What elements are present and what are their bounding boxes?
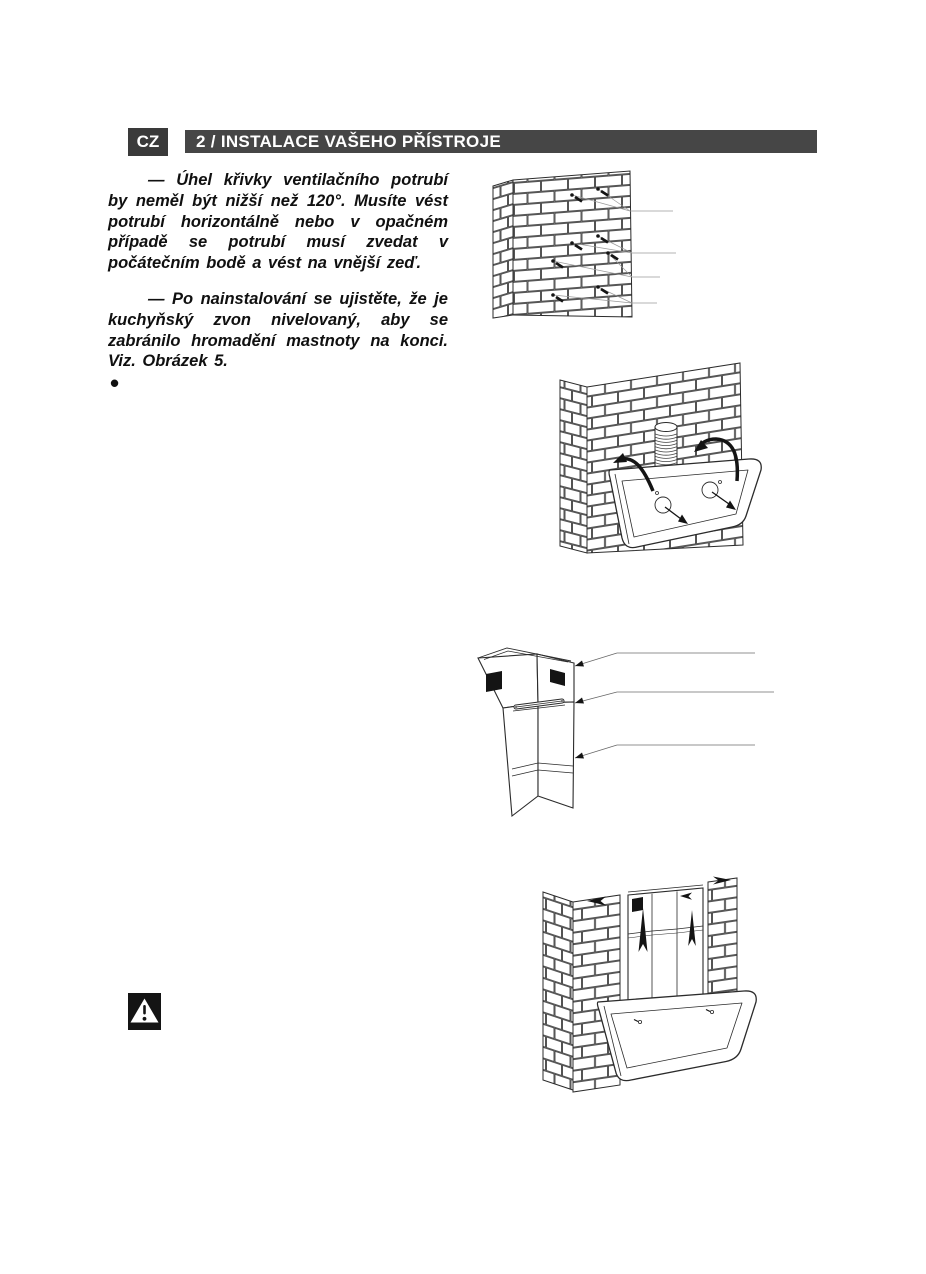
vent-grille-left (486, 671, 502, 692)
figure-hood-mounting-duct (540, 360, 780, 570)
flexible-duct (655, 423, 677, 471)
lower-flue-section (503, 702, 574, 816)
figure-wall-anchor-positions (460, 165, 840, 335)
section-title: 2 / INSTALACE VAŠEHO PŘÍSTROJE (196, 131, 501, 151)
paragraph-duct-angle: — Úhel křivky ventilačního potrubí by neměl být nižší než 120°. Musíte vést potrubí horizontálně nebo v opačném případě se potrubí musí zvedat v počátečním bodě a vést na vnější zeď. (108, 171, 448, 273)
section-header-bar (185, 130, 817, 153)
hood-body (597, 991, 756, 1081)
leader-lines (575, 653, 774, 759)
telescopic-chimney (628, 885, 703, 1003)
paragraph-level-check: — Po nainstalování se ujistěte, že je kuchyňský zvon nivelovaný, aby se zabránilo hromadění mastnoty na konci. Viz. Obrázek 5. (108, 290, 448, 371)
figure-chimney-installation (530, 870, 780, 1105)
language-badge: CZ (128, 128, 168, 156)
warning-triangle-icon (128, 993, 161, 1030)
vent-grille (632, 897, 643, 912)
figure-chimney-flue-sections (450, 630, 780, 840)
bullet-point: • (110, 368, 120, 398)
